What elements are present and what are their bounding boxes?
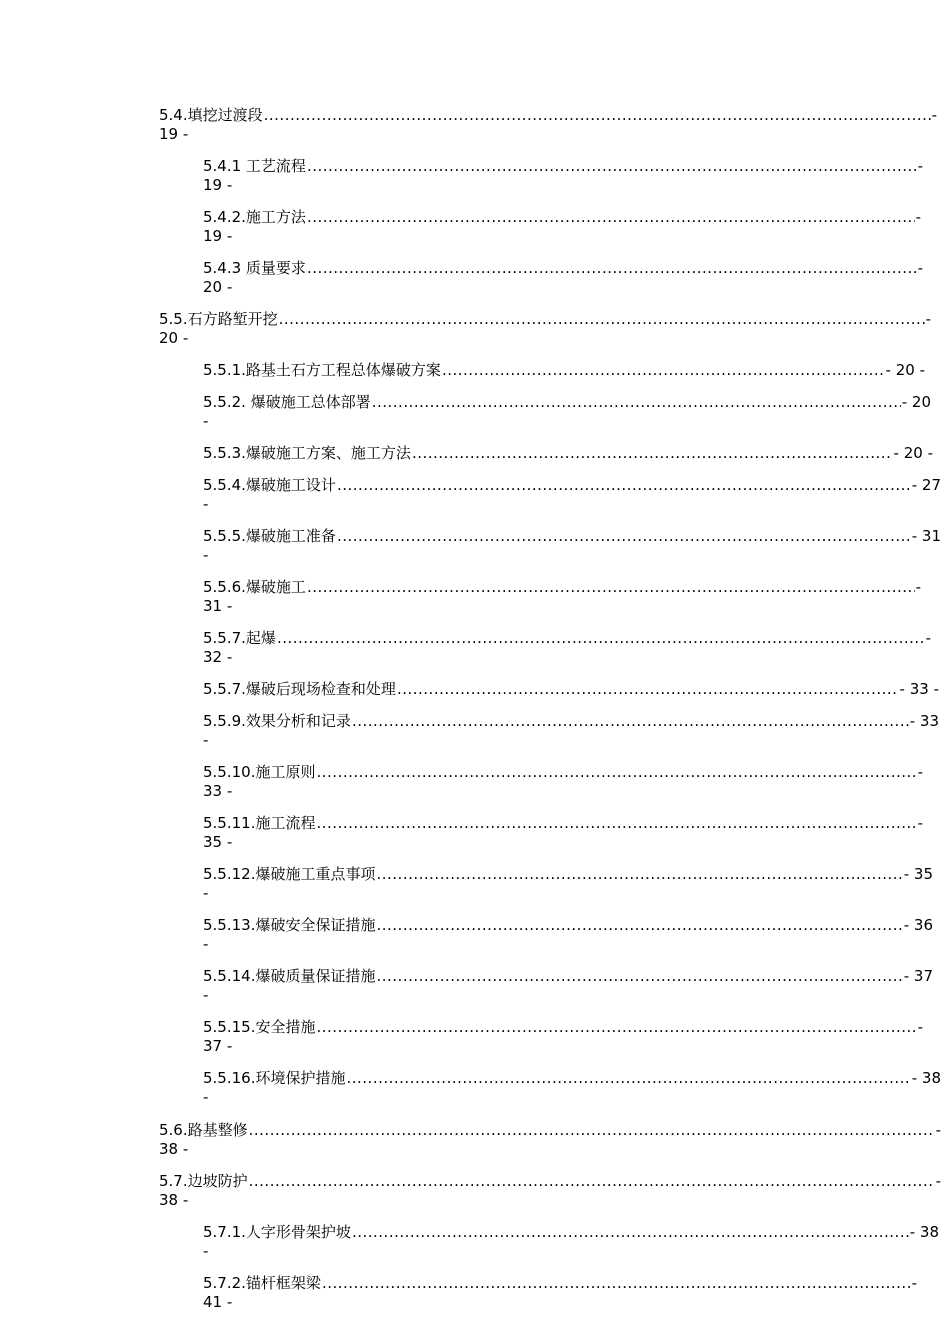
toc-entry-page-continued: - — [203, 1088, 209, 1106]
toc-entry[interactable] — [159, 1121, 941, 1159]
toc-entry-title: 5.5.13.爆破安全保证措施 — [203, 916, 376, 934]
toc-entry-page-continued: 31 - — [203, 597, 233, 615]
toc-entry-title: 5.5.6.爆破施工 — [203, 578, 306, 596]
toc-entry-page-continued: 20 - — [159, 329, 189, 347]
toc-leader-dots — [372, 393, 901, 412]
toc-entry-page: - 27 — [911, 476, 941, 494]
toc-entry-title: 5.5.1.路基土石方工程总体爆破方案 — [203, 361, 441, 379]
toc-entry[interactable] — [203, 208, 921, 246]
toc-entry-title: 5.5.7.爆破后现场检查和处理 — [203, 680, 396, 698]
toc-leader-dots — [337, 476, 911, 495]
toc-leader-dots — [376, 967, 902, 986]
toc-leader-dots — [337, 527, 911, 546]
toc-entry-title: 5.7.边坡防护 — [159, 1172, 248, 1190]
toc-entry-page: - 33 — [909, 712, 939, 730]
toc-leader-dots — [316, 763, 916, 782]
toc-entry-title: 5.5.3.爆破施工方案、施工方法 — [203, 444, 411, 462]
toc-entry-page: - — [931, 106, 937, 124]
toc-entry-title: 5.5.9.效果分析和记录 — [203, 712, 351, 730]
toc-entry-page: - — [917, 157, 923, 175]
toc-entry-page: - 33 - — [899, 680, 939, 698]
toc-entry-page: - — [917, 259, 923, 277]
toc-leader-dots — [352, 712, 909, 731]
toc-entry-page-continued: - — [203, 1242, 209, 1260]
toc-entry[interactable] — [203, 444, 933, 463]
toc-entry[interactable] — [203, 680, 939, 699]
toc-entry-page: - — [917, 1018, 923, 1036]
toc-leader-dots — [277, 629, 925, 648]
toc-leader-dots — [442, 361, 885, 380]
toc-leader-dots — [249, 1121, 935, 1140]
toc-entry-title: 5.6.路基整修 — [159, 1121, 248, 1139]
toc-entry-page-continued: 38 - — [159, 1191, 189, 1209]
toc-entry-page: - 20 — [901, 393, 931, 411]
toc-entry[interactable] — [159, 106, 937, 144]
toc-entry[interactable] — [203, 763, 923, 801]
toc-entry-title: 5.4.3 质量要求 — [203, 259, 306, 277]
toc-entry-title: 5.7.1.人字形骨架护坡 — [203, 1223, 351, 1241]
toc-entry-title: 5.5.4.爆破施工设计 — [203, 476, 336, 494]
toc-entry-page: - 20 - — [893, 444, 933, 462]
toc-entry[interactable] — [159, 310, 931, 348]
toc-entry-page: - 38 — [909, 1223, 939, 1241]
toc-entry-page-continued: - — [203, 884, 209, 902]
toc-entry-page: - — [917, 814, 923, 832]
toc-entry-title: 5.4.1 工艺流程 — [203, 157, 306, 175]
toc-entry-page: - 20 - — [885, 361, 925, 379]
toc-entry-title: 5.5.14.爆破质量保证措施 — [203, 967, 376, 985]
toc-entry-page: - 31 — [911, 527, 941, 545]
toc-leader-dots — [249, 1172, 935, 1191]
toc-entry-title: 5.5.15.安全措施 — [203, 1018, 316, 1036]
toc-entry-page-continued: - — [203, 935, 209, 953]
toc-entry[interactable] — [203, 157, 923, 195]
toc-entry-title: 5.5.16.环境保护措施 — [203, 1069, 346, 1087]
toc-entry-title: 5.4.2.施工方法 — [203, 208, 306, 226]
toc-entry-title: 5.5.7.起爆 — [203, 629, 276, 647]
toc-entry-title: 5.5.2. 爆破施工总体部署 — [203, 393, 371, 411]
toc-leader-dots — [307, 157, 917, 176]
toc-entry-page: - — [911, 1274, 917, 1292]
toc-entry-page: - 36 — [903, 916, 933, 934]
toc-leader-dots — [307, 259, 917, 278]
toc-entry-title: 5.5.5.爆破施工准备 — [203, 527, 336, 545]
toc-leader-dots — [264, 106, 931, 125]
toc-entry-page-continued: 37 - — [203, 1037, 233, 1055]
toc-entry[interactable] — [203, 916, 933, 954]
toc-leader-dots — [279, 310, 925, 329]
toc-leader-dots — [376, 865, 902, 884]
toc-entry-page-continued: - — [203, 731, 209, 749]
toc-entry[interactable] — [203, 814, 923, 852]
toc-entry[interactable] — [203, 1018, 923, 1056]
toc-entry-page: - — [935, 1121, 941, 1139]
toc-entry[interactable] — [203, 967, 933, 1005]
toc-entry-page-continued: 38 - — [159, 1140, 189, 1158]
toc-entry[interactable] — [203, 1069, 941, 1107]
toc-leader-dots — [412, 444, 893, 463]
toc-entry[interactable] — [203, 1274, 917, 1312]
toc-entry-page: - 37 — [903, 967, 933, 985]
toc-entry-page: - — [925, 310, 931, 328]
toc-entry-page-continued: 20 - — [203, 278, 233, 296]
toc-entry-page-continued: - — [203, 495, 209, 513]
toc-entry-title: 5.5.石方路堑开挖 — [159, 310, 278, 328]
toc-entry[interactable] — [203, 361, 925, 380]
toc-entry-page-continued: 35 - — [203, 833, 233, 851]
toc-entry-page: - — [915, 578, 921, 596]
toc-entry[interactable] — [203, 578, 921, 616]
toc-leader-dots — [322, 1274, 911, 1293]
toc-entry-page-continued: - — [203, 546, 209, 564]
toc-entry[interactable] — [203, 1223, 939, 1261]
toc-leader-dots — [376, 916, 902, 935]
toc-entry[interactable] — [159, 1172, 941, 1210]
toc-entry-page-continued: - — [203, 986, 209, 1004]
toc-entry-title: 5.5.10.施工原则 — [203, 763, 316, 781]
toc-entry[interactable] — [203, 476, 941, 514]
toc-entry-page-continued: 19 - — [203, 227, 233, 245]
toc-entry-page: - — [915, 208, 921, 226]
toc-entry-title: 5.5.12.爆破施工重点事项 — [203, 865, 376, 883]
toc-entry-page: - — [925, 629, 931, 647]
toc-entry-page: - — [935, 1172, 941, 1190]
toc-entry-page-continued: 33 - — [203, 782, 233, 800]
toc-leader-dots — [316, 814, 916, 833]
toc-entry-title: 5.5.11.施工流程 — [203, 814, 316, 832]
toc-entry-page-continued: - — [203, 412, 209, 430]
toc-entry-page: - 35 — [903, 865, 933, 883]
toc-entry[interactable] — [203, 527, 941, 565]
toc-leader-dots — [307, 208, 915, 227]
toc-leader-dots — [346, 1069, 910, 1088]
toc-leader-dots — [316, 1018, 916, 1037]
toc-entry[interactable] — [203, 865, 933, 903]
toc-entry-page: - — [917, 763, 923, 781]
toc-entry[interactable] — [203, 393, 931, 431]
toc-leader-dots — [307, 578, 915, 597]
toc-entry-page-continued: 19 - — [159, 125, 189, 143]
toc-leader-dots — [397, 680, 899, 699]
toc-entry[interactable] — [203, 712, 939, 750]
toc-entry-page-continued: 19 - — [203, 176, 233, 194]
toc-entry-page: - 38 — [911, 1069, 941, 1087]
toc-entry-page-continued: 32 - — [203, 648, 233, 666]
toc-entry[interactable] — [203, 629, 931, 667]
toc-entry[interactable] — [203, 259, 923, 297]
toc-entry-title: 5.7.2.锚杆框架梁 — [203, 1274, 321, 1292]
toc-entry-page-continued: 41 - — [203, 1293, 233, 1311]
toc-entry-title: 5.4.填挖过渡段 — [159, 106, 263, 124]
toc-leader-dots — [352, 1223, 909, 1242]
